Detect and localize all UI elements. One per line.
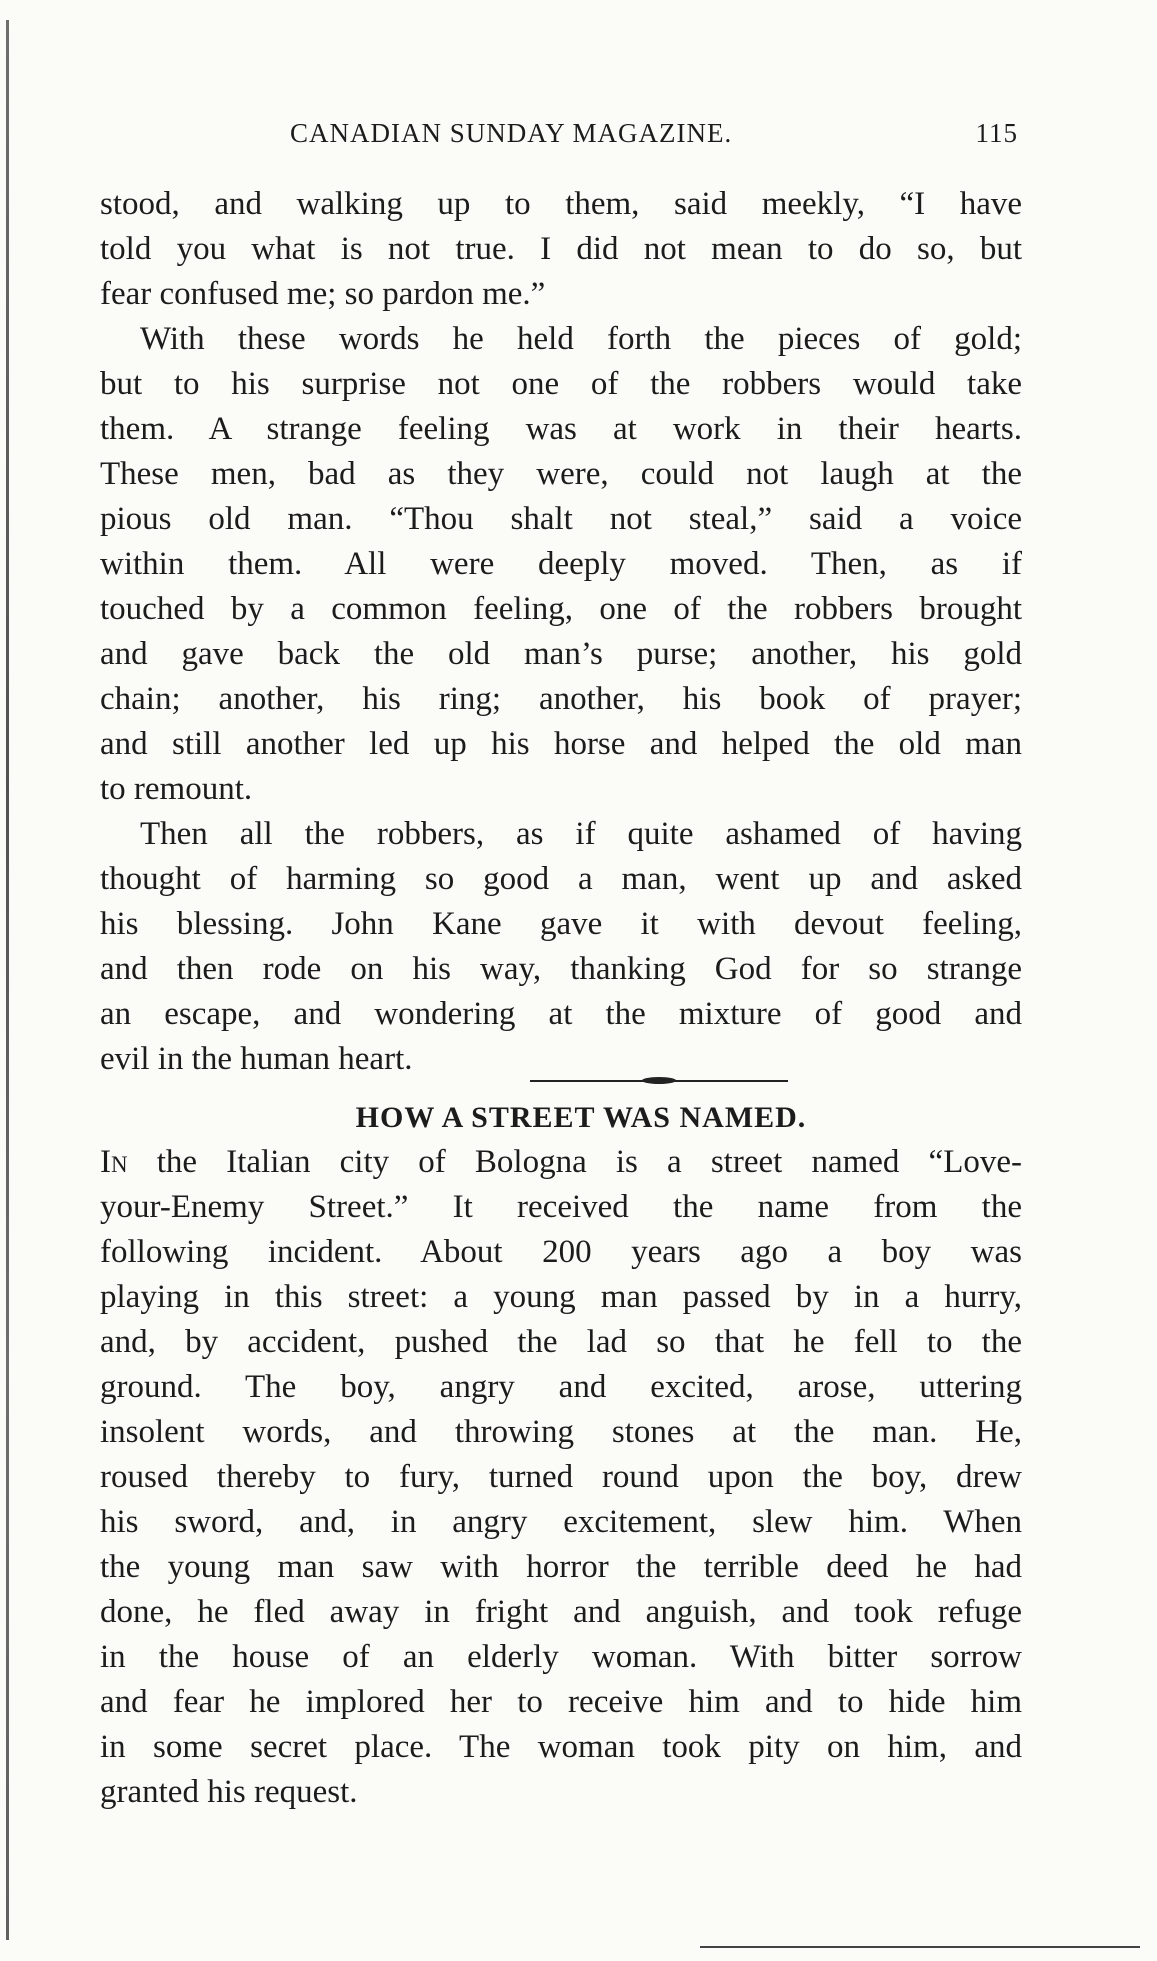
paragraph-line: and still another led up his horse and helped the old man: [100, 726, 1022, 762]
paragraph-line: done, he fled away in fright and anguish, and took refuge: [100, 1594, 1022, 1630]
bottom-rule: [700, 1946, 1140, 1948]
paragraph-line: but to his surprise not one of the robbers would take: [100, 366, 1022, 402]
paragraph-line: With these words he held forth the pieces of gold;: [140, 321, 1022, 357]
drop-word: In: [100, 1144, 128, 1180]
paragraph-line: insolent words, and throwing stones at the man. He,: [100, 1414, 1022, 1450]
paragraph-line: pious old man. “Thou shalt not steal,” said a voice: [100, 501, 1022, 537]
paragraph-line: stood, and walking up to them, said meekly, “I have: [100, 186, 1022, 222]
paragraph-line: evil in the human heart.: [100, 1041, 413, 1077]
paragraph-line: to remount.: [100, 771, 253, 807]
paragraph-line: within them. All were deeply moved. Then, as if: [100, 546, 1022, 582]
paragraph-line: and then rode on his way, thanking God for so strange: [100, 951, 1022, 987]
paragraph-line: his sword, and, in angry excitement, slew him. When: [100, 1504, 1022, 1540]
paragraph-line: chain; another, his ring; another, his book of prayer;: [100, 681, 1022, 717]
paragraph-line: an escape, and wondering at the mixture of good and: [100, 996, 1022, 1032]
paragraph-line: and gave back the old man’s purse; another, his gold: [100, 636, 1022, 672]
page-number: 115: [975, 118, 1018, 148]
paragraph-line: touched by a common feeling, one of the robbers brought: [100, 591, 1022, 627]
paragraph-line: fear confused me; so pardon me.”: [100, 276, 546, 312]
section-heading: HOW A STREET WAS NAMED.: [355, 1101, 807, 1134]
ornamental-divider: [100, 1082, 1022, 1096]
paragraph-line: playing in this street: a young man passed by in a hurry,: [100, 1279, 1022, 1315]
paragraph-line: following incident. About 200 years ago a boy was: [100, 1234, 1022, 1270]
paragraph-line: and fear he implored her to receive him and to hide him: [100, 1684, 1022, 1720]
paragraph-line: thought of harming so good a man, went up and asked: [100, 861, 1022, 897]
running-title: CANADIAN SUNDAY MAGAZINE.: [290, 118, 733, 148]
paragraph-line: [100, 1140, 1022, 1185]
running-head: [100, 118, 1030, 158]
paragraph-line: in the house of an elderly woman. With bitter sorrow: [100, 1639, 1022, 1675]
paragraph-line: These men, bad as they were, could not laugh at the: [100, 456, 1022, 492]
paragraph-line: granted his request.: [100, 1774, 358, 1810]
paragraph-line: roused thereby to fury, turned round upon the boy, drew: [100, 1459, 1022, 1495]
paragraph-line: the young man saw with horror the terrible deed he had: [100, 1549, 1022, 1585]
divider-rule: [530, 1080, 788, 1082]
paragraph-line: and, by accident, pushed the lad so that he fell to the: [100, 1324, 1022, 1360]
binding-edge: [6, 20, 9, 1940]
text-column: [100, 182, 1022, 1815]
paragraph-line: them. A strange feeling was at work in their hearts.: [100, 411, 1022, 447]
paragraph-line: his blessing. John Kane gave it with devout feeling,: [100, 906, 1022, 942]
paragraph-line: in some secret place. The woman took pity on him, and: [100, 1729, 1022, 1765]
paragraph-line: your-Enemy Street.” It received the name from the: [100, 1189, 1022, 1225]
paragraph-line: told you what is not true. I did not mean to do so, but: [100, 231, 1022, 267]
first-line-text: the Italian city of Bologna is a street named “Love-: [127, 1144, 1022, 1180]
paragraph-line: Then all the robbers, as if quite ashamed of having: [140, 816, 1022, 852]
paragraph-line: ground. The boy, angry and excited, arose, uttering: [100, 1369, 1022, 1405]
